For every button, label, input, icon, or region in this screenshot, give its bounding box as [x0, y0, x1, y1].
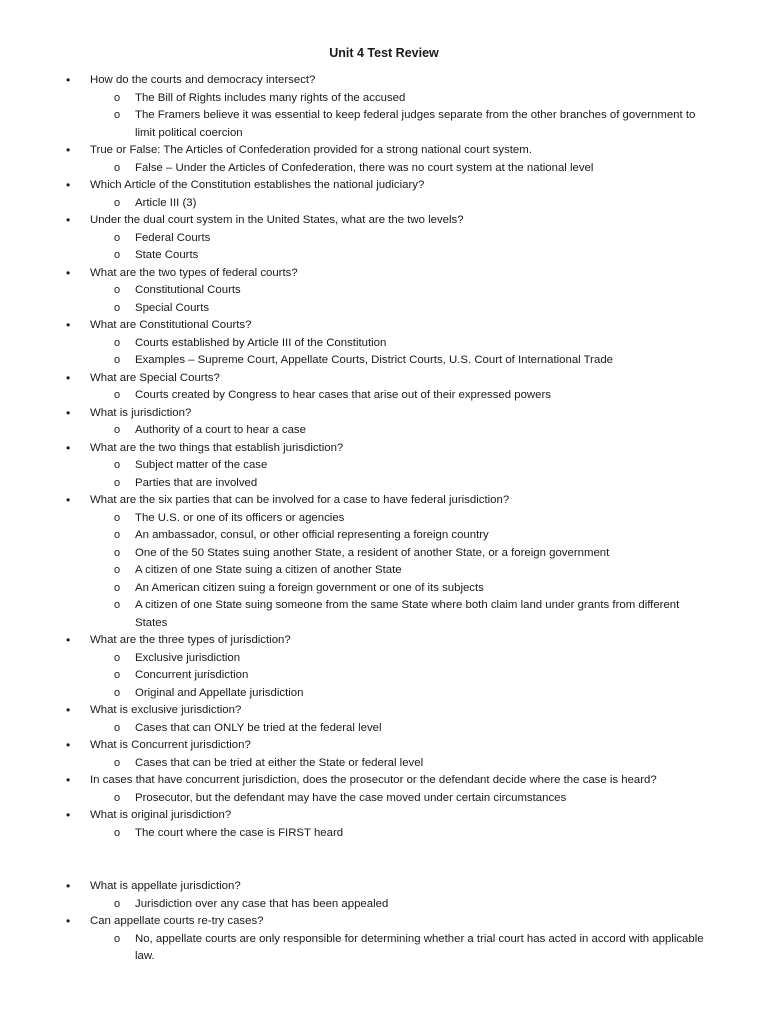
- answer-item: [0, 335, 768, 353]
- answer-item: [0, 650, 768, 668]
- answer-item: [0, 160, 768, 178]
- answer-text: Parties that are involved: [135, 476, 258, 489]
- sub-bullet-icon: o: [114, 231, 121, 244]
- question-item: [0, 177, 768, 195]
- question-text: Can appellate courts re-try cases?: [90, 915, 264, 927]
- answer-item: [0, 247, 768, 265]
- sub-bullet-icon: o: [114, 599, 121, 611]
- answer-item: [0, 195, 768, 213]
- sub-bullet-icon: o: [114, 791, 121, 804]
- answer-item: [0, 667, 768, 685]
- question-text: In cases that have concurrent jurisdiction, does the prosecutor or the defendant decide where the case is heard?: [90, 774, 657, 786]
- bullet-icon: •: [66, 738, 71, 752]
- answer-text: Cases that can ONLY be tried at the federal level: [135, 721, 382, 734]
- answer-item: [0, 896, 768, 914]
- sub-bullet-icon: o: [114, 424, 121, 436]
- page-title: Unit 4 Test Review: [329, 46, 439, 60]
- bullet-icon: •: [66, 633, 71, 647]
- question-text: What is jurisdiction?: [90, 406, 192, 419]
- sub-bullet-icon: o: [114, 721, 121, 734]
- question-text: What are the six parties that can be involved for a case to have federal jurisdiction?: [90, 494, 510, 506]
- question-item: [0, 807, 768, 825]
- answer-text: False – Under the Articles of Confederation, there was no court system at the national level: [135, 161, 594, 174]
- answer-text: Authority of a court to hear a case: [135, 424, 306, 436]
- question-text: What are the two things that establish jurisdiction?: [90, 441, 344, 454]
- answer-item: [0, 107, 768, 142]
- question-text: What are the two types of federal courts?: [90, 266, 298, 279]
- answer-item: [0, 580, 768, 598]
- sub-bullet-icon: o: [114, 581, 121, 594]
- question-item: [0, 440, 768, 458]
- answer-text: Prosecutor, but the defendant may have the case moved under certain circumstances: [135, 791, 567, 804]
- answer-item: [0, 931, 768, 966]
- question-item: [0, 405, 768, 423]
- sub-bullet-icon: o: [114, 161, 121, 174]
- question-item: [0, 702, 768, 720]
- sub-bullet-icon: o: [114, 284, 121, 296]
- question-text: How do the courts and democracy intersect?: [90, 74, 316, 86]
- answer-text: Jurisdiction over any case that has been appealed: [135, 897, 389, 910]
- page-gap: [0, 842, 768, 878]
- answer-text: Cases that can be tried at either the State or federal level: [135, 756, 424, 769]
- sub-bullet-icon: o: [114, 686, 121, 699]
- question-text: What is exclusive jurisdiction?: [90, 704, 242, 716]
- sub-bullet-icon: o: [114, 546, 121, 559]
- sub-bullet-icon: o: [114, 932, 121, 945]
- bullet-icon: •: [66, 73, 71, 87]
- bullet-icon: •: [66, 879, 71, 893]
- answer-item: [0, 825, 768, 843]
- question-item: [0, 212, 768, 230]
- bullet-icon: •: [66, 370, 71, 385]
- bullet-icon: •: [66, 703, 71, 717]
- sub-bullet-icon: o: [114, 301, 121, 314]
- bullet-icon: •: [66, 405, 71, 420]
- answer-text: Original and Appellate jurisdiction: [135, 686, 304, 699]
- question-text: What are Special Courts?: [90, 371, 220, 384]
- sub-bullet-icon: o: [114, 389, 121, 401]
- answer-text: The U.S. or one of its officers or agencies: [135, 511, 345, 524]
- answer-item: [0, 597, 768, 632]
- question-item: [0, 913, 768, 931]
- answer-text: Article III (3): [135, 196, 197, 209]
- sub-bullet-icon: o: [114, 756, 121, 769]
- answer-text: Examples – Supreme Court, Appellate Courts, District Courts, U.S. Court of International Trade: [135, 354, 613, 366]
- answer-text: An American citizen suing a foreign government or one of its subjects: [135, 581, 484, 594]
- bullet-icon: •: [66, 808, 71, 822]
- answer-text: An ambassador, consul, or other official representing a foreign country: [135, 529, 489, 541]
- answer-item: [0, 387, 768, 405]
- answer-item: [0, 352, 768, 370]
- question-text: What is original jurisdiction?: [90, 809, 232, 821]
- answer-text: The court where the case is FIRST heard: [135, 826, 344, 839]
- answer-item: [0, 230, 768, 248]
- answer-item: [0, 510, 768, 528]
- answer-text: No, appellate courts are only responsible for determining whether a trial court has acted in accord with applicable law.: [135, 932, 704, 962]
- bullet-icon: •: [66, 143, 71, 157]
- answer-item: [0, 790, 768, 808]
- answer-text: One of the 50 States suing another State, a resident of another State, or a foreign government: [135, 546, 610, 559]
- question-item: [0, 632, 768, 650]
- answer-text: Exclusive jurisdiction: [135, 651, 241, 664]
- question-item: [0, 265, 768, 283]
- sub-bullet-icon: o: [114, 196, 121, 209]
- answer-item: [0, 562, 768, 580]
- answer-text: Courts created by Congress to hear cases that arise out of their expressed powers: [135, 389, 551, 401]
- sub-bullet-icon: o: [114, 897, 121, 910]
- bullet-icon: •: [66, 178, 71, 192]
- question-item: [0, 317, 768, 335]
- answer-item: [0, 685, 768, 703]
- answer-item: [0, 90, 768, 108]
- sub-bullet-icon: o: [114, 564, 121, 576]
- answer-item: [0, 720, 768, 738]
- answer-text: Constitutional Courts: [135, 284, 241, 296]
- sub-bullet-icon: o: [114, 459, 121, 471]
- question-item: [0, 772, 768, 790]
- answer-text: A citizen of one State suing a citizen of another State: [135, 564, 402, 576]
- sub-bullet-icon: o: [114, 476, 121, 489]
- bullet-icon: •: [66, 213, 71, 227]
- answer-item: [0, 282, 768, 300]
- question-text: True or False: The Articles of Confederation provided for a strong national court system.: [90, 144, 532, 156]
- question-item: [0, 492, 768, 510]
- qa-list: [0, 72, 768, 966]
- answer-item: [0, 457, 768, 475]
- answer-text: The Bill of Rights includes many rights of the accused: [135, 91, 406, 104]
- answer-text: Courts established by Article III of the Constitution: [135, 336, 387, 349]
- bullet-icon: •: [66, 440, 71, 455]
- sub-bullet-icon: o: [114, 669, 121, 681]
- question-item: [0, 72, 768, 90]
- question-item: [0, 142, 768, 160]
- sub-bullet-icon: o: [114, 826, 121, 839]
- answer-text: Subject matter of the case: [135, 459, 268, 471]
- bullet-icon: •: [66, 318, 71, 332]
- answer-text: A citizen of one State suing someone from the same State where both claim land under grants from different States: [135, 599, 680, 629]
- bullet-icon: •: [66, 773, 71, 787]
- sub-bullet-icon: o: [114, 529, 121, 541]
- question-item: [0, 370, 768, 388]
- sub-bullet-icon: o: [114, 511, 121, 524]
- answer-item: [0, 545, 768, 563]
- sub-bullet-icon: o: [114, 109, 121, 121]
- answer-text: State Courts: [135, 249, 199, 261]
- answer-item: [0, 527, 768, 545]
- question-item: [0, 737, 768, 755]
- sub-bullet-icon: o: [114, 249, 121, 261]
- answer-item: [0, 300, 768, 318]
- answer-text: Concurrent jurisdiction: [135, 669, 249, 681]
- question-item: [0, 878, 768, 896]
- sub-bullet-icon: o: [114, 651, 121, 664]
- answer-item: [0, 422, 768, 440]
- bullet-icon: •: [66, 914, 71, 928]
- sub-bullet-icon: o: [114, 354, 121, 366]
- sub-bullet-icon: o: [114, 336, 121, 349]
- question-text: Under the dual court system in the United States, what are the two levels?: [90, 214, 464, 226]
- bullet-icon: •: [66, 493, 71, 507]
- question-text: What is appellate jurisdiction?: [90, 880, 241, 892]
- answer-item: [0, 755, 768, 773]
- answer-item: [0, 475, 768, 493]
- question-text: What are Constitutional Courts?: [90, 319, 252, 331]
- answer-text: Federal Courts: [135, 231, 211, 244]
- question-text: Which Article of the Constitution establishes the national judiciary?: [90, 179, 425, 191]
- question-text: What are the three types of jurisdiction?: [90, 634, 291, 646]
- sub-bullet-icon: o: [114, 91, 121, 104]
- bullet-icon: •: [66, 265, 71, 280]
- answer-text: Special Courts: [135, 301, 210, 314]
- question-text: What is Concurrent jurisdiction?: [90, 739, 251, 751]
- answer-text: The Framers believe it was essential to keep federal judges separate from the other branches of government to limit political coercion: [135, 109, 696, 139]
